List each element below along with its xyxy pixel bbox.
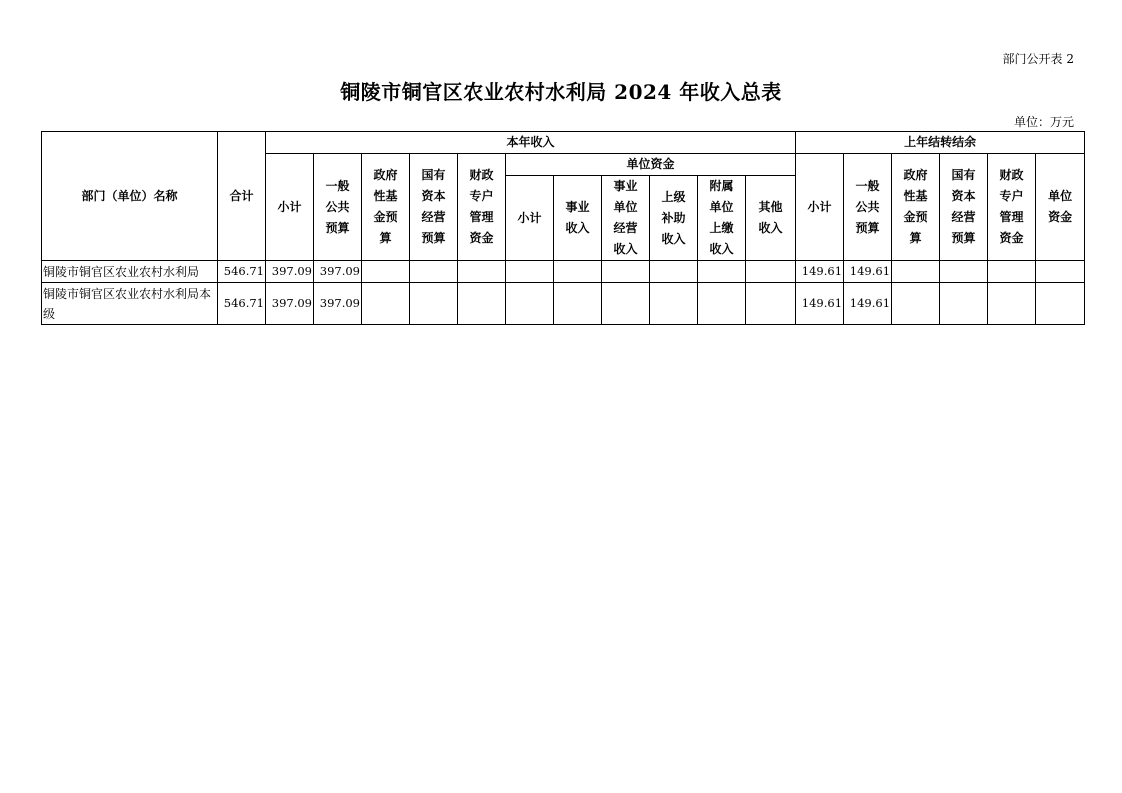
header-gov-fund-budget: 政府性基金预算 — [362, 154, 410, 261]
row-name: 铜陵市铜官区农业农村水利局 — [42, 261, 218, 283]
header-state-capital-budget: 国有资本经营预算 — [410, 154, 458, 261]
cell-general-public-budget: 397.09 — [314, 283, 362, 325]
income-summary-table — [41, 131, 1085, 325]
cell-total: 546.71 — [218, 283, 266, 325]
cell-empty — [892, 261, 940, 283]
cell-empty — [892, 283, 940, 325]
cell-general-public-budget: 397.09 — [314, 261, 362, 283]
cell-empty — [746, 261, 796, 283]
header-total: 合计 — [218, 132, 266, 261]
page-title: 铜陵市铜官区农业农村水利局 2024 年收入总表 — [340, 80, 782, 104]
cell-prev-general-public-budget: 149.61 — [844, 261, 892, 283]
cell-empty — [506, 261, 554, 283]
cell-prev-general-public-budget: 149.61 — [844, 283, 892, 325]
cell-empty — [410, 283, 458, 325]
cell-empty — [698, 261, 746, 283]
cell-empty — [362, 261, 410, 283]
header-prev-subtotal: 小计 — [796, 154, 844, 261]
cell-empty — [988, 261, 1036, 283]
cell-empty — [506, 283, 554, 325]
cell-empty — [362, 283, 410, 325]
cell-subtotal: 397.09 — [266, 283, 314, 325]
header-unit-operating-income: 事业单位经营收入 — [602, 176, 650, 261]
cell-empty — [602, 283, 650, 325]
cell-empty — [458, 261, 506, 283]
header-fiscal-special-funds: 财政专户管理资金 — [458, 154, 506, 261]
header-unit-funds-subtotal: 小计 — [506, 176, 554, 261]
header-prev-year-balance: 上年结转结余 — [796, 132, 1085, 154]
row-name: 铜陵市铜官区农业农村水利局本级 — [42, 283, 218, 325]
cell-empty — [554, 283, 602, 325]
header-prev-fiscal-special-funds: 财政专户管理资金 — [988, 154, 1036, 261]
header-higher-subsidy-income: 上级补助收入 — [650, 176, 698, 261]
cell-prev-subtotal: 149.61 — [796, 261, 844, 283]
cell-total: 546.71 — [218, 261, 266, 283]
cell-empty — [602, 261, 650, 283]
header-general-public-budget: 一般公共预算 — [314, 154, 362, 261]
cell-empty — [940, 283, 988, 325]
table-row — [42, 261, 1085, 283]
header-subtotal: 小计 — [266, 154, 314, 261]
cell-empty — [458, 283, 506, 325]
cell-empty — [940, 261, 988, 283]
header-dept-name: 部门（单位）名称 — [42, 132, 218, 261]
table-row — [42, 283, 1085, 325]
header-business-income: 事业收入 — [554, 176, 602, 261]
header-affiliated-income: 附属单位上缴收入 — [698, 176, 746, 261]
cell-empty — [746, 283, 796, 325]
header-other-income: 其他收入 — [746, 176, 796, 261]
header-prev-general-public-budget: 一般公共预算 — [844, 154, 892, 261]
header-unit-funds-group: 单位资金 — [506, 154, 796, 176]
header-current-year-income: 本年收入 — [266, 132, 796, 154]
header-prev-state-capital-budget: 国有资本经营预算 — [940, 154, 988, 261]
header-prev-gov-fund-budget: 政府性基金预算 — [892, 154, 940, 261]
cell-empty — [650, 283, 698, 325]
cell-empty — [698, 283, 746, 325]
cell-prev-subtotal: 149.61 — [796, 283, 844, 325]
cell-empty — [410, 261, 458, 283]
cell-empty — [1036, 261, 1085, 283]
header-prev-unit-funds: 单位资金 — [1036, 154, 1085, 261]
cell-empty — [554, 261, 602, 283]
cell-subtotal: 397.09 — [266, 261, 314, 283]
document-tag: 部门公开表 2 — [1002, 52, 1074, 66]
cell-empty — [988, 283, 1036, 325]
cell-empty — [650, 261, 698, 283]
unit-label: 单位：万元 — [1013, 115, 1074, 129]
cell-empty — [1036, 283, 1085, 325]
